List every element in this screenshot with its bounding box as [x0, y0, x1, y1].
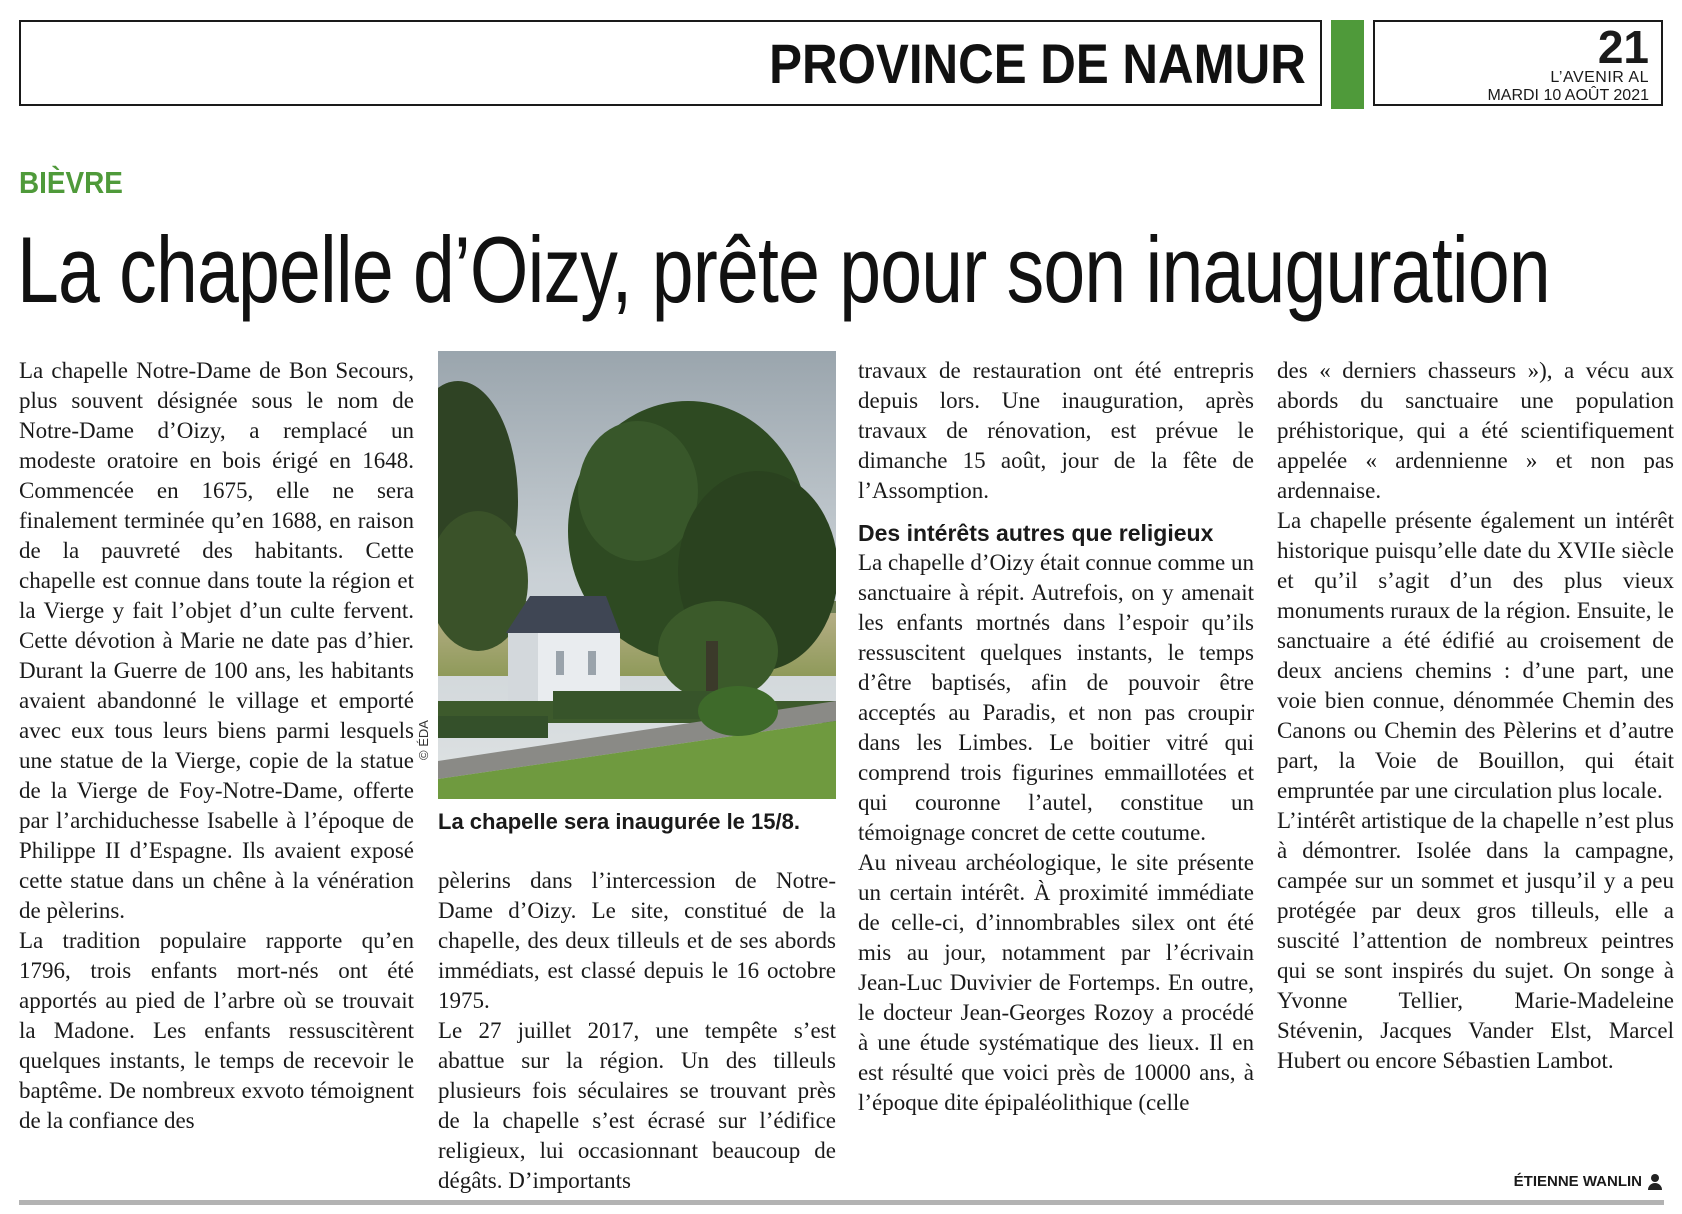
photo-caption: La chapelle sera inaugurée le 15/8. — [438, 809, 800, 834]
chapel-photo — [438, 351, 836, 799]
byline — [1514, 1172, 1662, 1192]
footer-rule — [19, 1200, 1664, 1205]
paragraph: des « derniers chasseurs »), a vécu aux abords du sanctuaire une population préhistorique, qui a été scientifiquement appelée « ardennienne » et non pas ardennaise. — [1277, 358, 1674, 503]
column-2 — [438, 866, 836, 1196]
paragraph: La chapelle présente également un intérêt historique puisqu’elle date du XVIIe siècle et qu’il s’agit d’un des plus vieux monuments ruraux de la région. Ensuite, le sanctuaire a été édifié au croisement de deux anciens chemins : d’une part, une voie bien connue, dénommée Chemin des Canons ou Chemin des Pèlerins et d’autre part, la Voie de Bouillon, qui était empruntée par une circulation plus locale. — [1277, 508, 1674, 803]
column-1 — [19, 356, 414, 1136]
column-3 — [858, 356, 1254, 1118]
paragraph: pèlerins dans l’intercession de Notre-Dame d’Oizy. Le site, constitué de la chapelle, des deux tilleuls et de ses abords immédiats, est classé depuis le 16 octobre 1975. — [438, 868, 836, 1013]
article-headline: La chapelle d’Oizy, prête pour son inauguration — [17, 217, 1550, 322]
author-name: ÉTIENNE WANLIN — [1513, 1173, 1642, 1190]
accent-bar — [1331, 20, 1364, 109]
paragraph: Au niveau archéologique, le site présente un certain intérêt. À proximité immédiate de celle-ci, d’innombrables silex ont été mis au jour, notamment par l’écrivain Jean-Luc Duvivier de Fortemps. En outre, le docteur Jean-Georges Rozoy a procédé à une étude systématique des lieux. Il en est résulté que voici près de 10000 ans, à l’époque dite épipaléolithique (celle — [858, 850, 1254, 1115]
paragraph: L’intérêt artistique de la chapelle n’est plus à démontrer. Isolée dans la campagne, campée sur un sommet et jusqu’il y a peu protégée par deux gros tilleuls, elle a suscité l’attention de nombreux peintres qui se sont inspirés du sujet. On songe à Yvonne Tellier, Marie-Madeleine Stévenin, Jacques Vander Elst, Marcel Hubert ou encore Sébastien Lambot. — [1277, 808, 1674, 1073]
date-box — [1373, 20, 1663, 106]
section-header — [19, 20, 1322, 106]
page-number: 21 — [1597, 21, 1649, 73]
subheading: Des intérêts autres que religieux — [858, 520, 1214, 546]
user-icon — [1648, 1174, 1662, 1190]
photo-credit: © ÉDA — [416, 720, 431, 760]
paragraph: Le 27 juillet 2017, une tempête s’est abattue sur la région. Un des tilleuls plusieurs fois séculaires se trouvant près de la chapelle s’est écrasé sur l’édifice religieux, lui occasionnant beaucoup de dégâts. D’importants — [438, 1018, 836, 1193]
column-4 — [1277, 356, 1674, 1076]
paragraph: travaux de restauration ont été entrepris depuis lors. Une inauguration, après travaux de rénovation, est prévue le dimanche 15 août, jour de la fête de l’Assomption. — [858, 358, 1254, 503]
paragraph: La chapelle d’Oizy était connue comme un sanctuaire à répit. Autrefois, on y amenait les enfants mortnés dans l’espoir qu’ils ressuscitent quelques instants, le temps d’être baptisés, afin de pouvoir être acceptés au Paradis, et non pas croupir dans les Limbes. Le boitier vitré qui comprend trois figurines emmaillotées et qui couronne l’autel, constitue un témoignage concret de cette coutume. — [858, 550, 1254, 845]
paper-name: L’AVENIR AL — [1550, 69, 1649, 86]
section-title: PROVINCE DE NAMUR — [769, 32, 1306, 95]
article-kicker: BIÈVRE — [19, 165, 123, 200]
publication-date: MARDI 10 AOÛT 2021 — [1487, 87, 1649, 104]
paragraph: La tradition populaire rapporte qu’en 1796, trois enfants mort-nés ont été apportés au pied de l’arbre où se trouvait la Madone. Les enfants ressuscitèrent quelques instants, le temps de recevoir le baptême. De nombreux exvoto témoignent de la confiance des — [19, 928, 414, 1133]
paragraph: La chapelle Notre-Dame de Bon Secours, plus souvent désignée sous le nom de Notre-Dame d’Oizy, a remplacé un modeste oratoire en bois érigé en 1648. Commencée en 1675, elle ne sera finalement terminée qu’en 1688, en raison de la pauvreté des habitants. Cette chapelle est connue dans toute la région et la Vierge y fait l’objet d’un culte fervent. Cette dévotion à Marie ne date pas d’hier. Durant la Guerre de 100 ans, les habitants avaient abandonné le village et emporté avec eux tous leurs biens parmi lesquels une statue de la Vierge, copie de la statue de la Vierge de Foy-Notre-Dame, offerte par l’archiduchesse Isabelle à l’époque de Philippe II d’Espagne. Ils avaient exposé cette statue dans un chêne à la vénération de pèlerins. — [19, 358, 414, 923]
